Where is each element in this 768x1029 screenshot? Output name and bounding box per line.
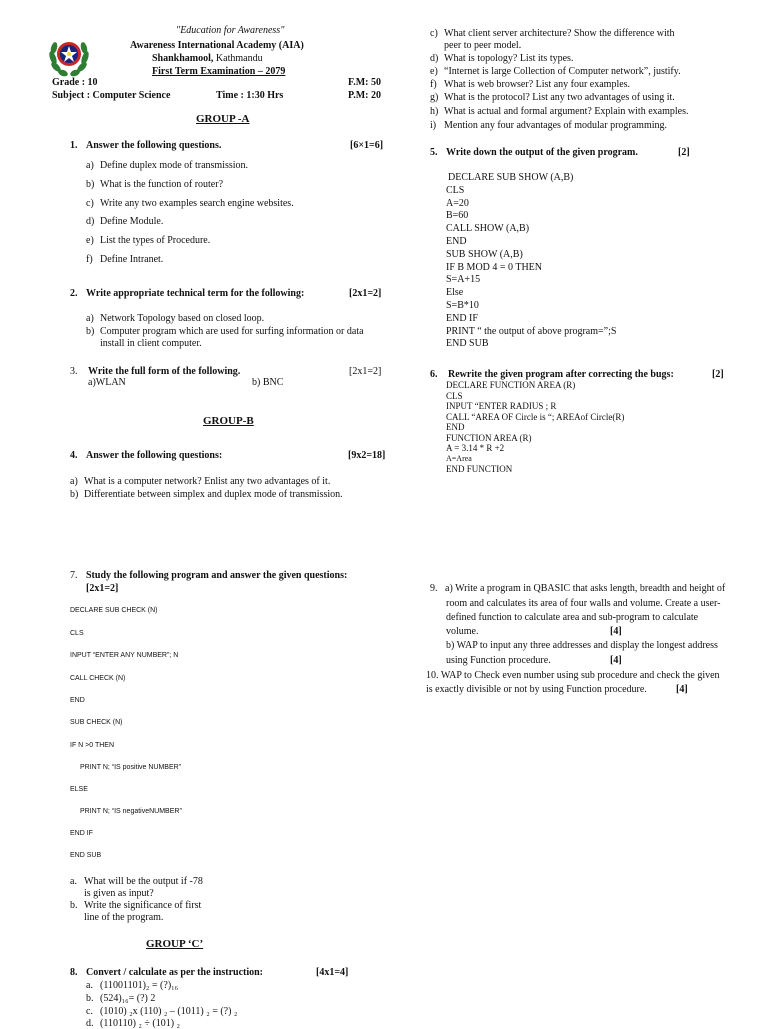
list-item: a) Define duplex mode of transmission. [86,160,249,171]
list-item: d. (110110) ₂ ÷ (101) ₂ [86,1018,181,1029]
code-line: IF B MOD 4 = 0 THEN [446,261,543,273]
q6-text: Rewrite the given program after correcting the bugs: [448,369,674,380]
list-item: b) Computer program which are used for surfing information or data [86,326,364,337]
q1-number: 1. [70,140,78,151]
q8-text: Convert / calculate as per the instruction: [86,967,264,978]
q3-marks: [2x1=2] [349,366,382,377]
q4-number: 4. [70,450,78,461]
q6-marks: [2] [712,369,724,380]
list-item: g) What is the protocol? List any two advantages of using it. [430,92,675,103]
q6-code-block [446,380,624,475]
list-item: peer to peer model. [444,40,522,51]
q10-line: 10. WAP to Check even number using sub procedure and check the given [426,670,720,681]
code-line: CALL CHECK (N) [70,675,126,682]
code-line: S=B*10 [446,299,479,311]
code-line: END SUB [70,852,102,859]
code-line: PRINT “ the output of above program=”;S [446,325,617,337]
q3-number: 3. [70,366,78,377]
code-line: DECLARE FUNCTION AREA (R) [446,380,576,390]
q7-marks: [2x1=2] [86,583,119,594]
list-item: h) What is actual and formal argument? Explain with examples. [430,106,689,117]
code-line: FUNCTION AREA (R) [446,432,532,443]
q5-number: 5. [430,147,438,158]
list-item: a) Network Topology based on closed loop. [86,313,265,324]
code-line: INPUT “ENTER ANY NUMBER”; N [70,652,179,659]
q9-marks-a: [4] [610,626,622,637]
q2-number: 2. [70,288,78,299]
q7-question-a: What will be the output if -78 [84,876,203,887]
school-name: Awareness International Academy (AIA) [130,40,304,51]
q9-line: b) WAP to input any three addresses and display the longest address [446,640,718,651]
code-line: CALL “AREA OF Circle is “; AREAof Circle(R) [446,411,625,422]
code-line: END SUB [446,338,489,350]
code-line: CLS [446,390,463,401]
list-item: f) Define Intranet. [86,254,164,265]
q9-line: volume. [446,626,479,637]
code-line: SUB CHECK (N) [70,719,123,726]
q10-line: is exactly divisible or not by using Function procedure. [426,684,647,695]
code-line: DECLARE SUB CHECK (N) [70,607,158,614]
list-item: i) Mention any four advantages of modular programming. [430,120,667,131]
exam-title: First Term Examination – 2079 [152,66,286,77]
list-item: b. (524)₁₆= (?) 2 [86,993,156,1004]
q7-question-a-cont: is given as input? [84,888,154,899]
code-line: ELSE [70,786,88,793]
list-item: d) Define Module. [86,216,164,227]
code-line: A = 3.14 * R +2 [446,443,505,453]
group-a-title: GROUP -A [196,113,250,125]
q9-line: room and calculates its area of four walls and volume. Create a user- [446,598,721,609]
q7-number: 7. [70,570,78,581]
school-logo-icon [47,34,91,78]
q4-marks: [9x2=18] [348,450,386,461]
code-line: CLS [70,630,84,637]
time-label: Time : 1:30 Hrs [216,90,284,101]
list-item: a) What is a computer network? Enlist any two advantages of it. [70,476,331,487]
list-item: c. (1010) ₂x (110) ₂ – (1011) ₂ = (?) ₂ [86,1006,238,1017]
code-line: END [446,235,467,247]
list-item: e) List the types of Procedure. [86,235,211,246]
list-item: a. (11001101)₂ = (?)₁₆ [86,980,179,991]
list-item: c) What client server architecture? Show the difference with [430,28,675,39]
code-line: DECLARE SUB SHOW (A,B) [448,172,574,183]
code-line: END [70,697,85,704]
q1-marks: [6×1=6] [350,140,384,151]
code-line: S=A+15 [446,274,481,286]
code-line: END [446,422,465,432]
q1-text: Answer the following questions. [86,140,222,151]
q4-text: Answer the following questions: [86,450,223,461]
q5-marks: [2] [678,147,690,158]
grade-label: Grade : 10 [52,77,98,88]
subject-label: Subject : Computer Science [52,90,171,101]
code-line: INPUT “ENTER RADIUS ; R [446,401,557,411]
code-line: A=Area [446,453,472,463]
code-line: B=60 [446,210,469,222]
list-item: d) What is topology? List its types. [430,53,574,64]
code-line: END IF [70,830,93,837]
q8-number: 8. [70,967,78,978]
code-line: PRINT N; “IS positive NUMBER” [80,764,181,771]
q9-line: using Function procedure. [446,655,551,666]
code-line: CALL SHOW (A,B) [446,223,530,235]
q3-option-b: b) BNC [252,377,284,388]
q3-option-a: a)WLAN [88,377,126,388]
list-item: install in client computer. [100,338,202,349]
q7-question-b-cont: line of the program. [84,912,164,923]
q2-text: Write appropriate technical term for the following: [86,288,305,299]
q7-question-b: Write the significance of first [84,900,202,911]
code-line: END IF [446,312,478,324]
q9-line: a) Write a program in QBASIC that asks length, breadth and height of [445,583,726,594]
q2-marks: [2x1=2] [349,288,382,299]
list-item: b) Differentiate between simplex and duplex mode of transmission. [70,489,343,500]
q9-number: 9. [430,583,438,594]
full-marks: F.M: 50 [348,77,381,88]
list-item: f) What is web browser? List any four examples. [430,79,631,90]
code-line: SUB SHOW (A,B) [446,248,523,260]
code-line: PRINT N; “IS negativeNUMBER” [80,808,182,815]
q9-line: defined function to calculate area and sub-program to calculate [446,612,699,623]
q7-text: Study the following program and answer the given questions: [86,570,348,581]
q6-number: 6. [430,369,438,380]
list-item: c) Write any two examples search engine websites. [86,198,294,209]
q5-text: Write down the output of the given program. [446,147,638,158]
code-line: A=20 [446,197,469,209]
q3-text: Write the full form of the following. [88,366,241,377]
school-location: Shankhamool, Kathmandu [152,53,263,64]
code-line: Else [446,287,464,299]
q9-marks-b: [4] [610,655,622,666]
q10-marks: [4] [676,684,688,695]
q8-marks: [4x1=4] [316,967,349,978]
q7-sub-label: a. [70,876,77,887]
pass-marks: P.M: 20 [348,90,381,101]
q5-code-block [446,172,616,351]
list-item: b) What is the function of router? [86,179,224,190]
group-b-title: GROUP-B [203,415,254,427]
q7-sub-label: b. [70,900,78,911]
group-c-title: GROUP ‘C’ [146,938,204,950]
code-line: IF N >0 THEN [70,742,115,749]
code-line: CLS [446,184,465,196]
code-line: END FUNCTION [446,464,513,474]
school-motto: "Education for Awareness" [176,25,285,36]
list-item: e) “Internet is large Collection of Computer network”, justify. [430,66,681,77]
